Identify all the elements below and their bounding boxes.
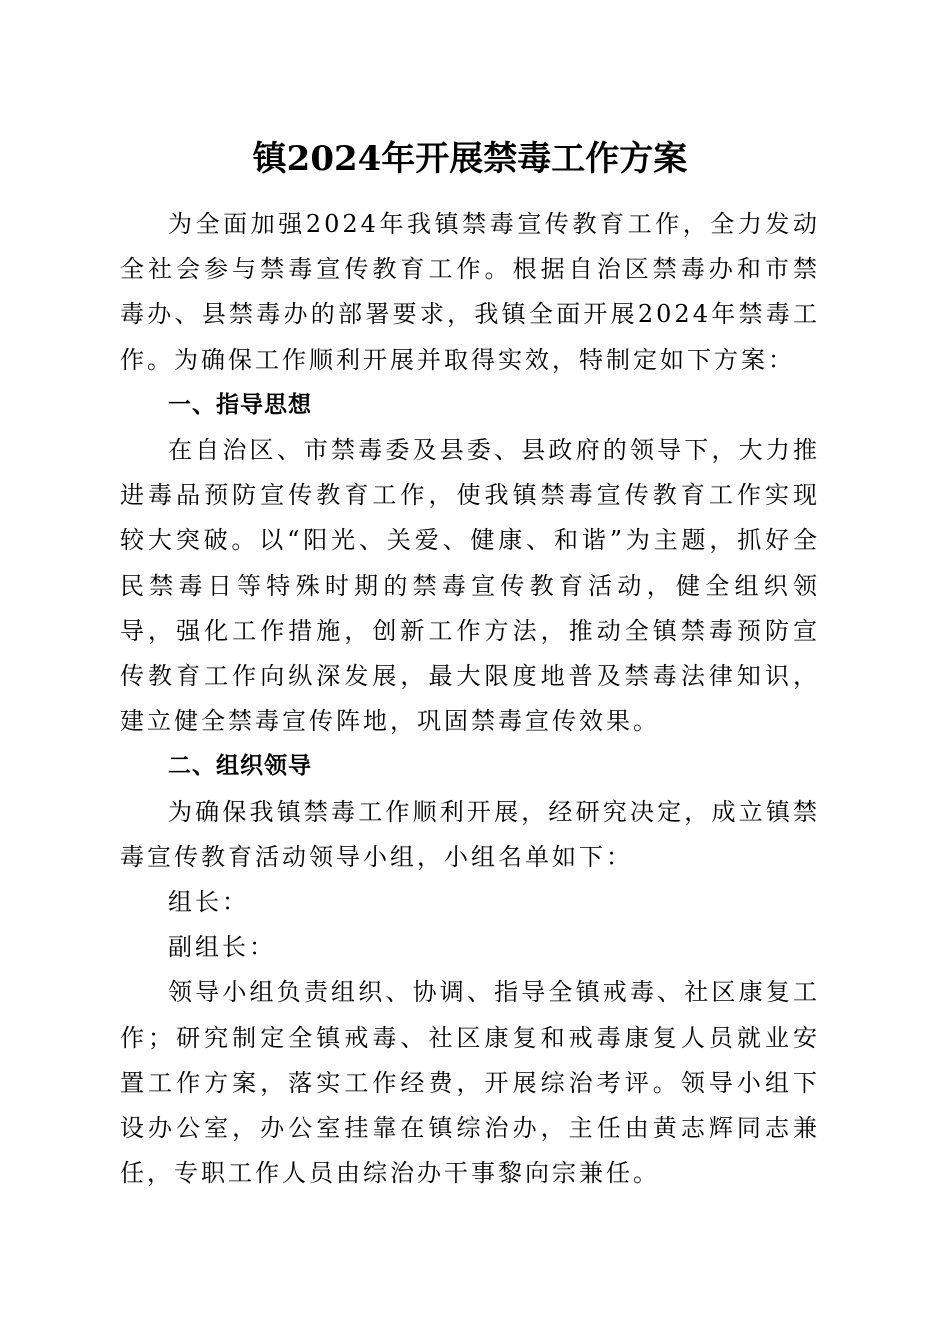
duties-paragraph: 领导小组负责组织、协调、指导全镇戒毒、社区康复工作；研究制定全镇戒毒、社区康复和戒毒康复人员就业安置工作方案，落实工作经费，开展综治考评。领导小组下设办公室，办公室挂靠在镇综治办，主任由黄志辉同志兼任，专职工作人员由综治办干事黎向宗兼任。 — [120, 978, 820, 1188]
document-title: 镇2024年开展禁毒工作方案 — [252, 139, 688, 179]
intro-paragraph: 为全面加强2024年我镇禁毒宣传教育工作，全力发动全社会参与禁毒宣传教育工作。根据自治区禁毒办和市禁毒办、县禁毒办的部署要求，我镇全面开展2024年禁毒工作。为确保工作顺利开展并取得实效，特制定如下方案： — [120, 210, 820, 374]
section-heading-organization: 二、组织领导 — [168, 753, 312, 780]
organization-paragraph: 为确保我镇禁毒工作顺利开展，经研究决定，成立镇禁毒宣传教育活动领导小组，小组名单如下： — [120, 797, 820, 871]
deputy-leader-line: 副组长： — [168, 933, 276, 962]
leader-line: 组长： — [168, 888, 249, 917]
document-body — [120, 202, 820, 1196]
section-heading-guiding-ideology: 一、指导思想 — [168, 391, 312, 418]
guiding-ideology-paragraph: 在自治区、市禁毒委及县委、县政府的领导下，大力推进毒品预防宣传教育工作，使我镇禁毒宣传教育工作实现较大突破。以“阳光、关爱、健康、和谐”为主题，抓好全民禁毒日等特殊时期的禁毒宣传教育活动，健全组织领导，强化工作措施，创新工作方法，推动全镇禁毒预防宣传教育工作向纵深发展，最大限度地普及禁毒法律知识，建立健全禁毒宣传阵地，巩固禁毒宣传效果。 — [120, 436, 820, 736]
